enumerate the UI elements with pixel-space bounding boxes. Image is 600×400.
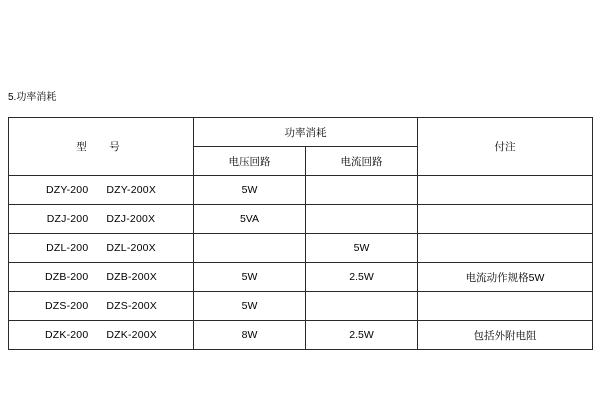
cell-voltage-circuit: 5W <box>194 292 306 321</box>
cell-note <box>418 176 593 205</box>
power-consumption-table-wrapper <box>8 117 592 350</box>
model-code-variant: DZS-200X <box>106 300 158 312</box>
cell-current-circuit <box>306 205 418 234</box>
model-code-primary: DZB-200 <box>44 271 89 283</box>
cell-note: 电流动作规格5W <box>418 263 593 292</box>
table-body <box>9 176 593 350</box>
cell-model <box>9 321 194 350</box>
table-row <box>9 321 593 350</box>
model-code-variant: DZY-200X <box>106 184 157 196</box>
cell-current-circuit: 5W <box>306 234 418 263</box>
cell-current-circuit: 2.5W <box>306 263 418 292</box>
cell-voltage-circuit: 5W <box>194 263 306 292</box>
cell-current-circuit <box>306 292 418 321</box>
header-voltage-circuit: 电压回路 <box>194 147 306 176</box>
cell-voltage-circuit: 5W <box>194 176 306 205</box>
cell-note <box>418 234 593 263</box>
table-row <box>9 263 593 292</box>
table-header-row-1 <box>9 118 593 147</box>
model-code-primary: DZY-200 <box>45 184 89 196</box>
cell-model <box>9 292 194 321</box>
table-row <box>9 234 593 263</box>
section-heading: 5.功率消耗 <box>8 92 57 103</box>
table-header <box>9 118 593 176</box>
cell-voltage-circuit <box>194 234 306 263</box>
model-code-primary: DZJ-200 <box>46 213 89 225</box>
model-code-primary: DZL-200 <box>46 242 89 254</box>
model-code-variant: DZL-200X <box>106 242 156 254</box>
header-power-consumption: 功率消耗 <box>194 118 418 147</box>
table-row <box>9 292 593 321</box>
model-code-variant: DZB-200X <box>106 271 158 283</box>
table-row <box>9 176 593 205</box>
power-consumption-table <box>8 117 593 350</box>
model-code-primary: DZS-200 <box>44 300 89 312</box>
cell-voltage-circuit: 8W <box>194 321 306 350</box>
cell-model <box>9 205 194 234</box>
cell-model <box>9 176 194 205</box>
model-code-variant: DZK-200X <box>106 329 158 341</box>
cell-current-circuit: 2.5W <box>306 321 418 350</box>
model-code-variant: DZJ-200X <box>106 213 156 225</box>
cell-note <box>418 292 593 321</box>
header-note: 付注 <box>418 118 593 176</box>
cell-current-circuit <box>306 176 418 205</box>
cell-model <box>9 234 194 263</box>
cell-note: 包括外附电阻 <box>418 321 593 350</box>
header-model: 型 号 <box>9 118 194 176</box>
model-code-primary: DZK-200 <box>44 329 89 341</box>
cell-voltage-circuit: 5VA <box>194 205 306 234</box>
table-row <box>9 205 593 234</box>
cell-note <box>418 205 593 234</box>
header-current-circuit: 电流回路 <box>306 147 418 176</box>
cell-model <box>9 263 194 292</box>
